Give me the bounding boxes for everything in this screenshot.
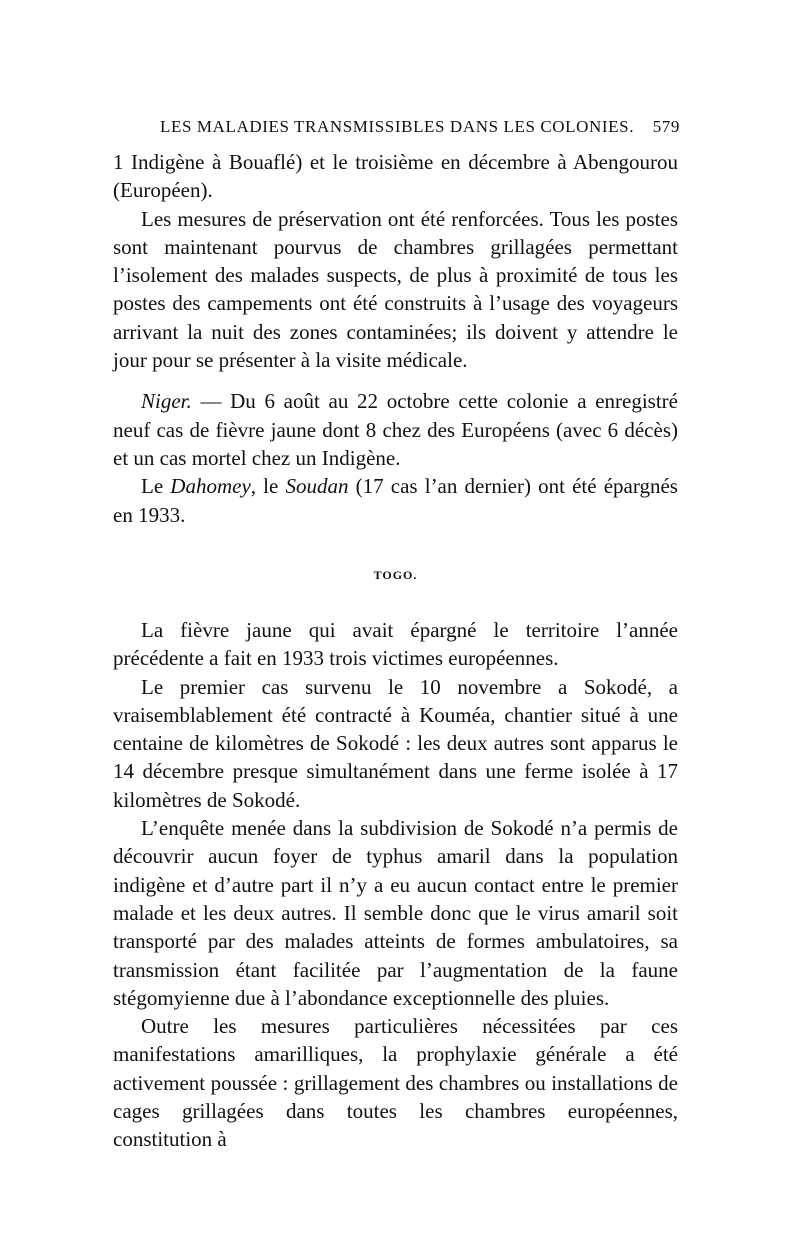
paragraph-preservation: Les mesures de préservation ont été renforcées. Tous les postes sont maintenant pourvus de chambres grillagées permettant l’isolement des malades suspects, de plus à proximité de tous les postes des campements ont été construits à l’usage des voyageurs arrivant la nuit des zones contaminées; ils doivent y attendre le jour pour se présenter à la visite médicale.: [113, 206, 678, 373]
soudan-text: (17 cas l’an dernier) ont été épargnés en 1933.: [113, 474, 678, 527]
paragraph-togo-intro: La fièvre jaune qui avait épargné le territoire l’année précédente a fait en 1933 trois victimes européennes.: [113, 618, 678, 671]
running-title: LES MALADIES TRANSMISSIBLES DANS LES COLONIES.: [160, 117, 635, 136]
paragraph-dahomey-soudan: [113, 472, 678, 529]
niger-text: — Du 6 août au 22 octobre cette colonie a enregistré neuf cas de fièvre jaune dont 8 chez des Européens (avec 6 décès) et un cas mortel chez un Indigène.: [113, 389, 678, 470]
paragraph-continuation: 1 Indigène à Bouaflé) et le troisième en décembre à Abengourou (Européen).: [113, 150, 678, 203]
paragraph-first-case: Le premier cas survenu le 10 novembre a Sokodé, a vraisemblablement été contracté à Kouméa, chantier situé à une centaine de kilomètres de Sokodé : les deux autres sont apparus le 14 décembre presque simultanément dans une ferme isolée à 17 kilomètres de Sokodé.: [113, 674, 678, 812]
dahomey-name: Dahomey: [170, 474, 251, 499]
dahomey-prefix: Le: [141, 474, 171, 499]
body-text-upper: [113, 148, 678, 529]
page-number: 579: [652, 117, 680, 136]
body-text-lower: [113, 616, 678, 1154]
soudan-name: Soudan: [285, 474, 349, 499]
running-header: [160, 117, 680, 137]
section-title-togo: TOGO.: [373, 568, 418, 582]
niger-label: Niger.: [141, 389, 192, 414]
paragraph-enquete: L’enquête menée dans la subdivision de Sokodé n’a permis de découvrir aucun foyer de typhus amaril dans la population indigène et d’autre part il n’y a eu aucun contact entre le premier malade et les deux autres. Il semble donc que le virus amaril soit transporté par des malades atteints de formes ambulatoires, sa transmission étant facilitée par l’augmentation de la faune stégomyienne due à l’abondance exceptionnelle des pluies.: [113, 816, 678, 1010]
dahomey-sep: , le: [250, 474, 286, 499]
paragraph-niger: [113, 387, 678, 472]
paragraph-prophylaxie: Outre les mesures particulières nécessitées par ces manifestations amarilliques, la prophylaxie générale a été activement poussée : grillagement des chambres ou installations de cages grillagées dans toutes les chambres européennes, constitution à: [113, 1014, 678, 1152]
